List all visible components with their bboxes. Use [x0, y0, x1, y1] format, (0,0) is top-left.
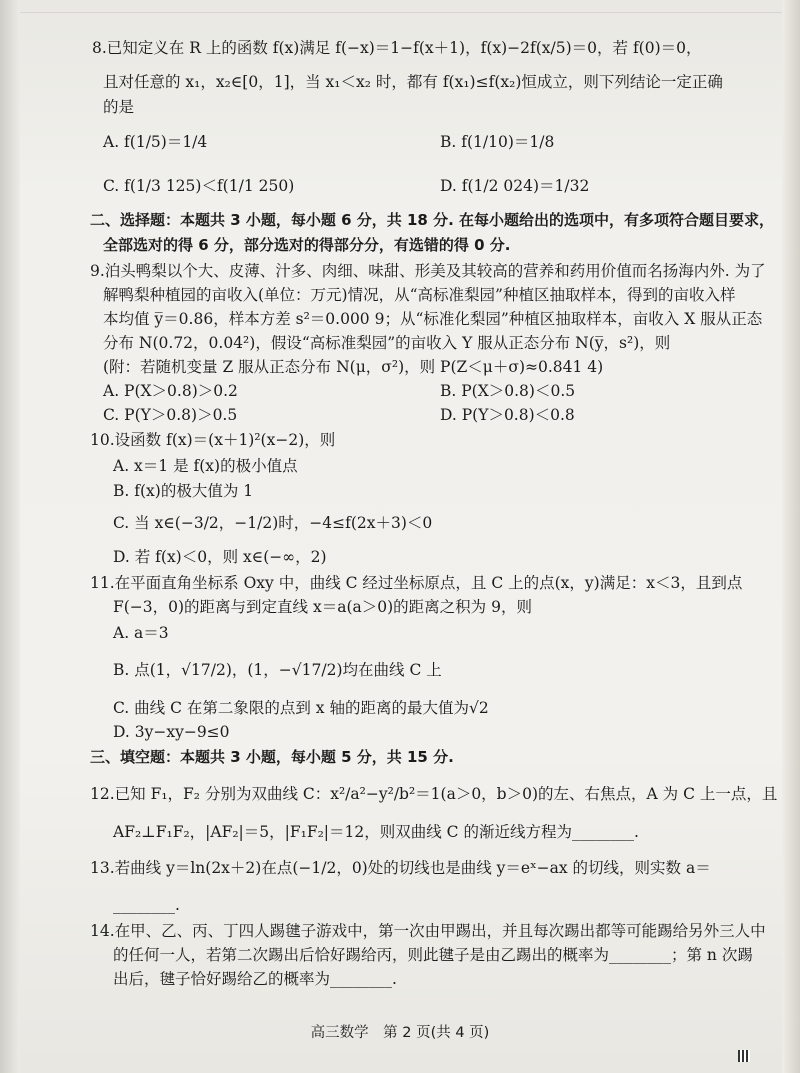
text-line-q12a: 12.已知 F₁，F₂ 分别为双曲线 C：x²/a²−y²/b²＝1(a＞0，b＞0)的左、右焦点，A 为 C 上一点，且 — [90, 785, 778, 803]
text-line-q14c: 出后，毽子恰好踢给乙的概率为________. — [113, 970, 397, 988]
page-right-edge — [782, 0, 800, 1073]
text-line-q8b: 且对任意的 x₁，x₂∈[0，1]，当 x₁＜x₂ 时，都有 f(x₁)≤f(x₂)恒成立，则下列结论一定正确 — [103, 73, 723, 91]
text-line-q12b: AF₂⊥F₁F₂，|AF₂|＝5，|F₁F₂|＝12，则双曲线 C 的渐近线方程为________. — [113, 823, 639, 841]
text-line-q11A: A. a＝3 — [113, 624, 169, 642]
text-line-q8A: A. f(1/5)＝1/4 — [103, 133, 208, 151]
text-line-q9B: B. P(X＞0.8)＜0.5 — [440, 382, 576, 400]
page-left-edge — [0, 0, 20, 1073]
text-line-s2b: 全部选对的得 6 分，部分选对的得部分分，有选错的得 0 分. — [103, 236, 511, 254]
page-footer: 高三数学 第 2 页(共 4 页) — [310, 1025, 490, 1041]
text-line-q11C: C. 曲线 C 在第二象限的点到 x 轴的距离的最大值为√2 — [113, 699, 489, 717]
text-line-q9d: 分布 N(0.72，0.04²)，假设“高标准梨园”的亩收入 Y 服从正态分布 N(y̅，s²)，则 — [103, 334, 671, 352]
text-line-q10C: C. 当 x∈(−3/2，−1/2)时，−4≤f(2x＋3)＜0 — [113, 514, 433, 532]
text-line-q8B: B. f(1/10)＝1/8 — [440, 133, 555, 151]
qr-icon — [738, 1050, 750, 1062]
text-line-q9A: A. P(X＞0.8)＞0.2 — [103, 382, 238, 400]
text-line-q10D: D. 若 f(x)＜0，则 x∈(−∞，2) — [113, 548, 327, 566]
text-line-q8C: C. f(1/3 125)＜f(1/1 250) — [103, 177, 295, 195]
text-line-q11D: D. 3y−xy−9≤0 — [113, 723, 230, 741]
text-line-q9a: 9.泊头鸭梨以个大、皮薄、汁多、肉细、味甜、形美及其较高的营养和药用价值而名扬海内外. 为了 — [90, 262, 766, 280]
text-line-q11b: F(−3，0)的距离与到定直线 x＝a(a＞0)的距离之积为 9，则 — [113, 598, 532, 616]
text-line-q8D: D. f(1/2 024)＝1/32 — [440, 177, 590, 195]
text-line-q10A: A. x＝1 是 f(x)的极小值点 — [113, 457, 298, 475]
text-line-q9C: C. P(Y＞0.8)＞0.5 — [103, 406, 238, 424]
text-line-s2a: 二、选择题：本题共 3 小题，每小题 6 分，共 18 分. 在每小题给出的选项中，有多项符合题目要求， — [90, 211, 775, 229]
text-line-q9b: 解鸭梨种植园的亩收入(单位：万元)情况，从“高标准梨园”种植区抽取样本，得到的亩收入样 — [103, 286, 736, 304]
text-line-s3: 三、填空题：本题共 3 小题，每小题 5 分，共 15 分. — [90, 748, 454, 766]
text-line-q10B: B. f(x)的极大值为 1 — [113, 482, 254, 500]
text-line-q10: 10.设函数 f(x)＝(x＋1)²(x−2)，则 — [90, 431, 336, 449]
text-line-q9c: 本均值 y̅＝0.86，样本方差 s²＝0.000 9；从“标准化梨园”种植区抽取样本，亩收入 X 服从正态 — [103, 310, 763, 328]
text-line-q11a: 11.在平面直角坐标系 Oxy 中，曲线 C 经过坐标原点，且 C 上的点(x，y)满足：x＜3，且到点 — [90, 574, 743, 592]
text-line-q13b: ________. — [113, 896, 180, 914]
text-line-q13a: 13.若曲线 y＝ln(2x＋2)在点(−1/2，0)处的切线也是曲线 y＝eˣ−ax 的切线，则实数 a＝ — [90, 859, 711, 877]
text-line-q9e: (附：若随机变量 Z 服从正态分布 N(μ，σ²)，则 P(Z＜μ＋σ)≈0.841 4) — [103, 358, 604, 376]
top-shadow-rule — [20, 12, 782, 13]
text-line-q11B: B. 点(1，√17/2)，(1，−√17/2)均在曲线 C 上 — [113, 661, 442, 679]
text-line-q8a: 8.已知定义在 R 上的函数 f(x)满足 f(−x)＝1−f(x＋1)，f(x)−2f(x/5)＝0，若 f(0)＝0， — [92, 39, 702, 57]
text-line-q14b: 的任何一人，若第二次踢出后恰好踢给丙，则此毽子是由乙踢出的概率为________；第 n 次踢 — [113, 946, 753, 964]
text-line-q8c: 的是 — [103, 98, 135, 116]
scanner-logo — [738, 1050, 792, 1066]
text-line-q9D: D. P(Y＞0.8)＜0.8 — [440, 406, 575, 424]
text-line-q14a: 14.在甲、乙、丙、丁四人踢毽子游戏中，第一次由甲踢出，并且每次踢出都等可能踢给另外三人中 — [90, 922, 766, 940]
